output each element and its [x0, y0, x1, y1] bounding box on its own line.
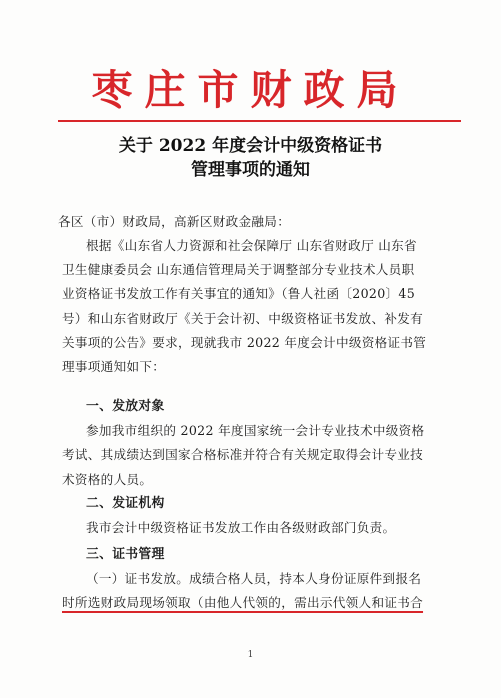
document-title-line2: 管理事项的通知 — [191, 160, 310, 180]
intro-paragraph: 根据《山东省人力资源和社会保障厅 山东省财政厅 山东省 卫生健康委员会 山东通信管理局关于调整部分专业技术人员职 业资格证书发放工作有关事宜的通知》（鲁人社函〔2020〕45 号）和山东省财政厅《关于会计初、中级资格证书发放、补发有 关事项的公告》要求，现就我市 2022 年度会计中级资格证书管 理事项通知如下： — [62, 238, 427, 374]
section-3-heading: 三、证书管理 — [86, 547, 165, 562]
section-1-heading: 一、发放对象 — [86, 399, 165, 414]
section-3: 三、证书管理 （一）证书发放。成绩合格人员，持本人身份证原件到报名 时所选财政局现场领取（由他人代领的，需出示代领人和证书合 — [62, 543, 454, 616]
masthead: 枣庄市财政局 — [91, 66, 410, 114]
page-number: 1 — [247, 650, 254, 660]
section-2: 二、发证机构 我市会计中级资格证书发放工作由各级财政部门负责。 — [62, 492, 454, 540]
section-1: 一、发放对象 参加我市组织的 2022 年度国家统一会计专业技术中级资格 考试、其成绩达到国家合格标准并符合有关规定取得会计专业技 术资格的人员。 — [62, 395, 454, 492]
addressee: 各区（市）财政局，高新区财政金融局： — [58, 214, 291, 229]
underlined-line: 时所选财政局现场领取（由他人代领的，需出示代领人和证书合 — [62, 595, 424, 611]
document-title-line1: 关于 2022 年度会计中级资格证书 — [118, 136, 383, 156]
section-2-heading: 二、发证机构 — [86, 496, 165, 511]
red-rule-divider — [58, 120, 461, 122]
